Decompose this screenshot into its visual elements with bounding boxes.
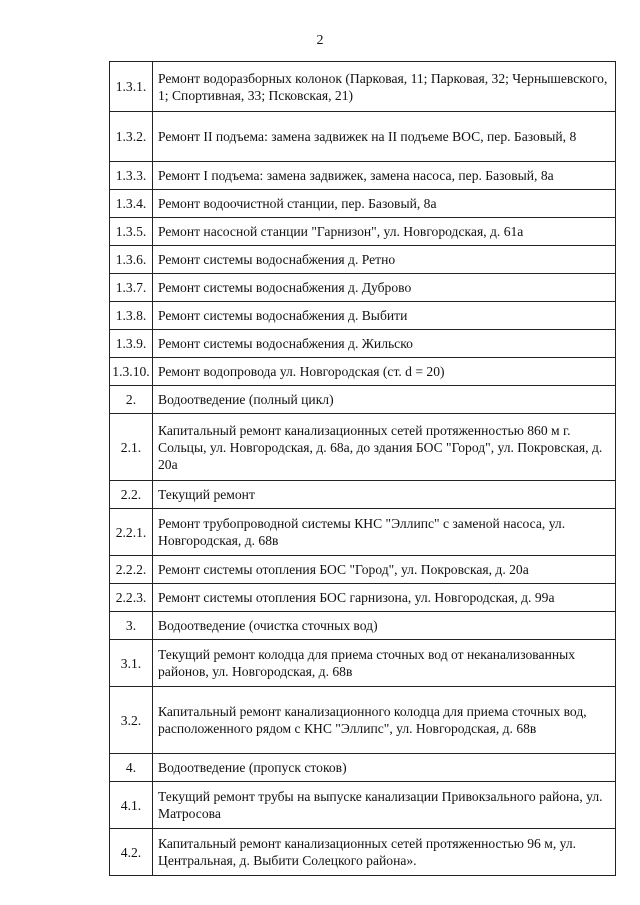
row-number: 3. bbox=[110, 612, 153, 640]
table-row bbox=[110, 112, 616, 162]
row-number: 4. bbox=[110, 754, 153, 782]
row-description: Ремонт водоочистной станции, пер. Базовый, 8а bbox=[153, 190, 616, 218]
page-number: 2 bbox=[316, 33, 324, 48]
row-description: Капитальный ремонт канализационных сетей протяженностью 860 м г. Сольцы, ул. Новгородская, д. 68а, до здания БОС "Город", ул. Покровская, д. 20а bbox=[153, 414, 616, 481]
table-row bbox=[110, 640, 616, 687]
row-description: Текущий ремонт bbox=[153, 481, 616, 509]
table-row bbox=[110, 62, 616, 112]
table-row bbox=[110, 584, 616, 612]
row-description: Ремонт системы отопления БОС гарнизона, ул. Новгородская, д. 99а bbox=[153, 584, 616, 612]
row-description: Ремонт водопровода ул. Новгородская (ст. d = 20) bbox=[153, 358, 616, 386]
row-number: 3.2. bbox=[110, 687, 153, 754]
row-number: 2.2. bbox=[110, 481, 153, 509]
row-number: 2.1. bbox=[110, 414, 153, 481]
row-description: Ремонт II подъема: замена задвижек на II подъеме ВОС, пер. Базовый, 8 bbox=[153, 112, 616, 162]
row-description: Ремонт системы водоснабжения д. Жильско bbox=[153, 330, 616, 358]
table-row bbox=[110, 218, 616, 246]
works-table bbox=[109, 61, 616, 876]
table-row bbox=[110, 556, 616, 584]
row-number: 2.2.1. bbox=[110, 509, 153, 556]
row-description: Текущий ремонт колодца для приема сточных вод от неканализованных районов, ул. Новгородская, д. 68в bbox=[153, 640, 616, 687]
table-row bbox=[110, 687, 616, 754]
table-row bbox=[110, 302, 616, 330]
row-number: 4.1. bbox=[110, 782, 153, 829]
table-row bbox=[110, 386, 616, 414]
row-number: 1.3.1. bbox=[110, 62, 153, 112]
row-description: Ремонт системы отопления БОС "Город", ул. Покровская, д. 20а bbox=[153, 556, 616, 584]
row-number: 1.3.4. bbox=[110, 190, 153, 218]
table-row bbox=[110, 612, 616, 640]
table-row bbox=[110, 190, 616, 218]
table-row bbox=[110, 414, 616, 481]
row-description: Ремонт I подъема: замена задвижек, замена насоса, пер. Базовый, 8а bbox=[153, 162, 616, 190]
row-number: 4.2. bbox=[110, 829, 153, 876]
row-description: Текущий ремонт трубы на выпуске канализации Привокзального района, ул. Матросова bbox=[153, 782, 616, 829]
row-description: Ремонт системы водоснабжения д. Ретно bbox=[153, 246, 616, 274]
table-row bbox=[110, 330, 616, 358]
row-description: Водоотведение (пропуск стоков) bbox=[153, 754, 616, 782]
row-number: 2. bbox=[110, 386, 153, 414]
row-number: 2.2.3. bbox=[110, 584, 153, 612]
row-number: 1.3.7. bbox=[110, 274, 153, 302]
row-description: Капитальный ремонт канализационных сетей протяженностью 96 м, ул. Центральная, д. Выбити Солецкого района». bbox=[153, 829, 616, 876]
row-description: Ремонт насосной станции "Гарнизон", ул. Новгородская, д. 61а bbox=[153, 218, 616, 246]
row-number: 1.3.2. bbox=[110, 112, 153, 162]
row-number: 1.3.8. bbox=[110, 302, 153, 330]
row-number: 1.3.3. bbox=[110, 162, 153, 190]
row-description: Ремонт системы водоснабжения д. Дуброво bbox=[153, 274, 616, 302]
row-description: Капитальный ремонт канализационного колодца для приема сточных вод, расположенного рядом с КНС "Эллипс", ул. Новгородская, д. 68в bbox=[153, 687, 616, 754]
table-row bbox=[110, 829, 616, 876]
row-number: 2.2.2. bbox=[110, 556, 153, 584]
row-number: 1.3.10. bbox=[110, 358, 153, 386]
table-row bbox=[110, 358, 616, 386]
table-row bbox=[110, 246, 616, 274]
row-number: 3.1. bbox=[110, 640, 153, 687]
table-row bbox=[110, 162, 616, 190]
row-number: 1.3.5. bbox=[110, 218, 153, 246]
row-description: Ремонт водоразборных колонок (Парковая, 11; Парковая, 32; Чернышевского, 1; Спортивная, 33; Псковская, 21) bbox=[153, 62, 616, 112]
table-row bbox=[110, 509, 616, 556]
table-row bbox=[110, 782, 616, 829]
row-number: 1.3.6. bbox=[110, 246, 153, 274]
table-row bbox=[110, 274, 616, 302]
table-row bbox=[110, 754, 616, 782]
row-description: Водоотведение (очистка сточных вод) bbox=[153, 612, 616, 640]
row-description: Ремонт системы водоснабжения д. Выбити bbox=[153, 302, 616, 330]
row-number: 1.3.9. bbox=[110, 330, 153, 358]
row-description: Ремонт трубопроводной системы КНС "Эллипс" с заменой насоса, ул. Новгородская, д. 68в bbox=[153, 509, 616, 556]
table-row bbox=[110, 481, 616, 509]
row-description: Водоотведение (полный цикл) bbox=[153, 386, 616, 414]
